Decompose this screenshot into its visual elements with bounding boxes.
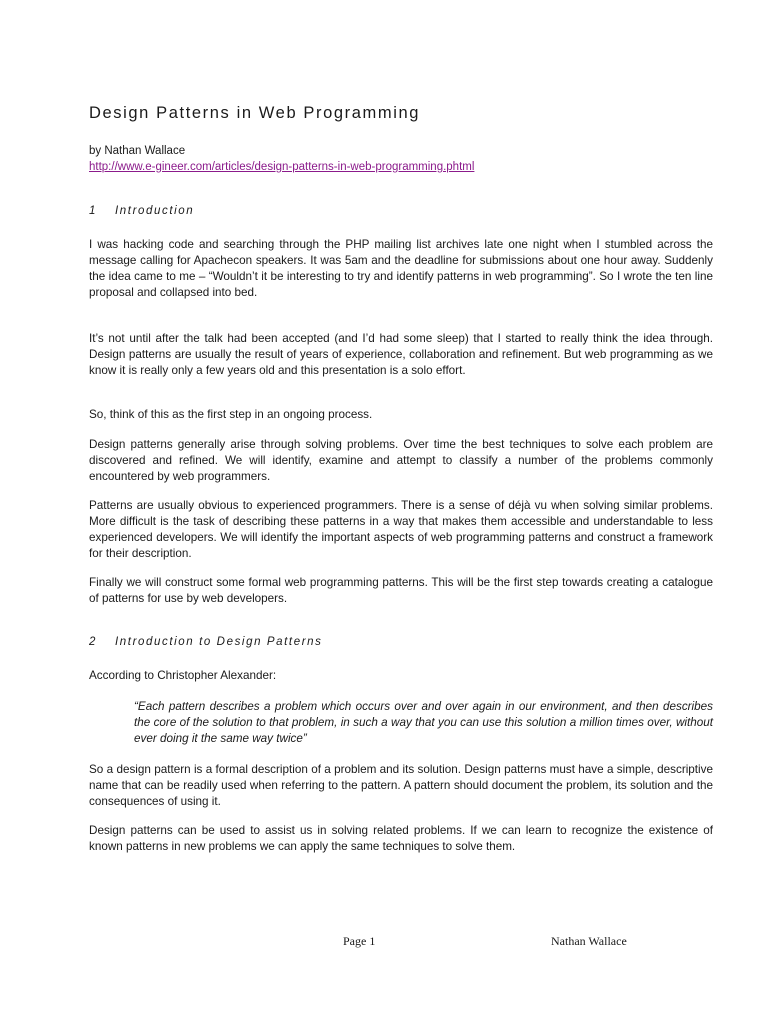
footer-page-number: Page 1 — [343, 934, 376, 948]
section-2-number: 2 — [89, 636, 97, 648]
section-1-paragraph-1: I was hacking code and searching through the PHP mailing list archives late one night when I stumbled across the message calling for Apachecon speakers. It was 5am and the deadline for submissions about one hour away. Suddenly the idea came to me – “Wouldn’t it be interesting to try and identify patterns in web programming”. So I wrote the ten line proposal and collapsed into bed. — [89, 238, 713, 299]
section-2-heading — [89, 636, 323, 648]
section-2-paragraph-2: Design patterns can be used to assist us in solving related problems. If we can learn to recognize the existence of known patterns in new problems we can apply the same techniques to solve them. — [89, 824, 713, 853]
section-1-number: 1 — [89, 205, 97, 217]
section-1-title: Introduction — [115, 205, 195, 217]
section-1-paragraph-2: It’s not until after the talk had been accepted (and I’d had some sleep) that I started to really think the idea through. Design patterns are usually the result of years of experience, collaboration and refinement. But web programming as we know it is really only a few years old and this presentation is a solo effort. — [89, 332, 713, 377]
author-line: by Nathan Wallace — [89, 145, 186, 157]
section-2-title: Introduction to Design Patterns — [115, 636, 323, 648]
footer-author: Nathan Wallace — [551, 934, 627, 948]
section-1-paragraph-6: Finally we will construct some formal web programming patterns. This will be the first step towards creating a catalogue of patterns for use by web developers. — [89, 576, 713, 605]
section-1-heading — [89, 205, 194, 217]
article-link[interactable]: http://www.e-gineer.com/articles/design-patterns-in-web-programming.phtml — [89, 161, 475, 173]
section-1-paragraph-5: Patterns are usually obvious to experienced programmers. There is a sense of déjà vu when solving similar problems. More difficult is the task of describing these patterns in a way that makes them accessible and understandable to less experienced developers. We will identify the important aspects of web programming patterns and construct a framework for their description. — [89, 499, 713, 560]
section-2-intro: According to Christopher Alexander: — [89, 669, 277, 682]
section-2-paragraph-1: So a design pattern is a formal description of a problem and its solution. Design patterns must have a simple, descriptive name that can be readily used when referring to the pattern. A pattern should document the problem, its solution and the consequences of using it. — [89, 763, 713, 808]
section-1-paragraph-4: Design patterns generally arise through solving problems. Over time the best techniques to solve each problem are discovered and refined. We will identify, examine and attempt to classify a number of the problems commonly encountered by web programmers. — [89, 438, 713, 483]
alexander-quote: “Each pattern describes a problem which occurs over and over again in our environment, and then describes the core of the solution to that problem, in such a way that you can use this solution a million times over, without ever doing it the same way twice” — [134, 700, 713, 745]
byline — [89, 143, 474, 175]
document-title: Design Patterns in Web Programming — [89, 104, 421, 122]
section-1-paragraph-3: So, think of this as the first step in an ongoing process. — [89, 408, 373, 421]
